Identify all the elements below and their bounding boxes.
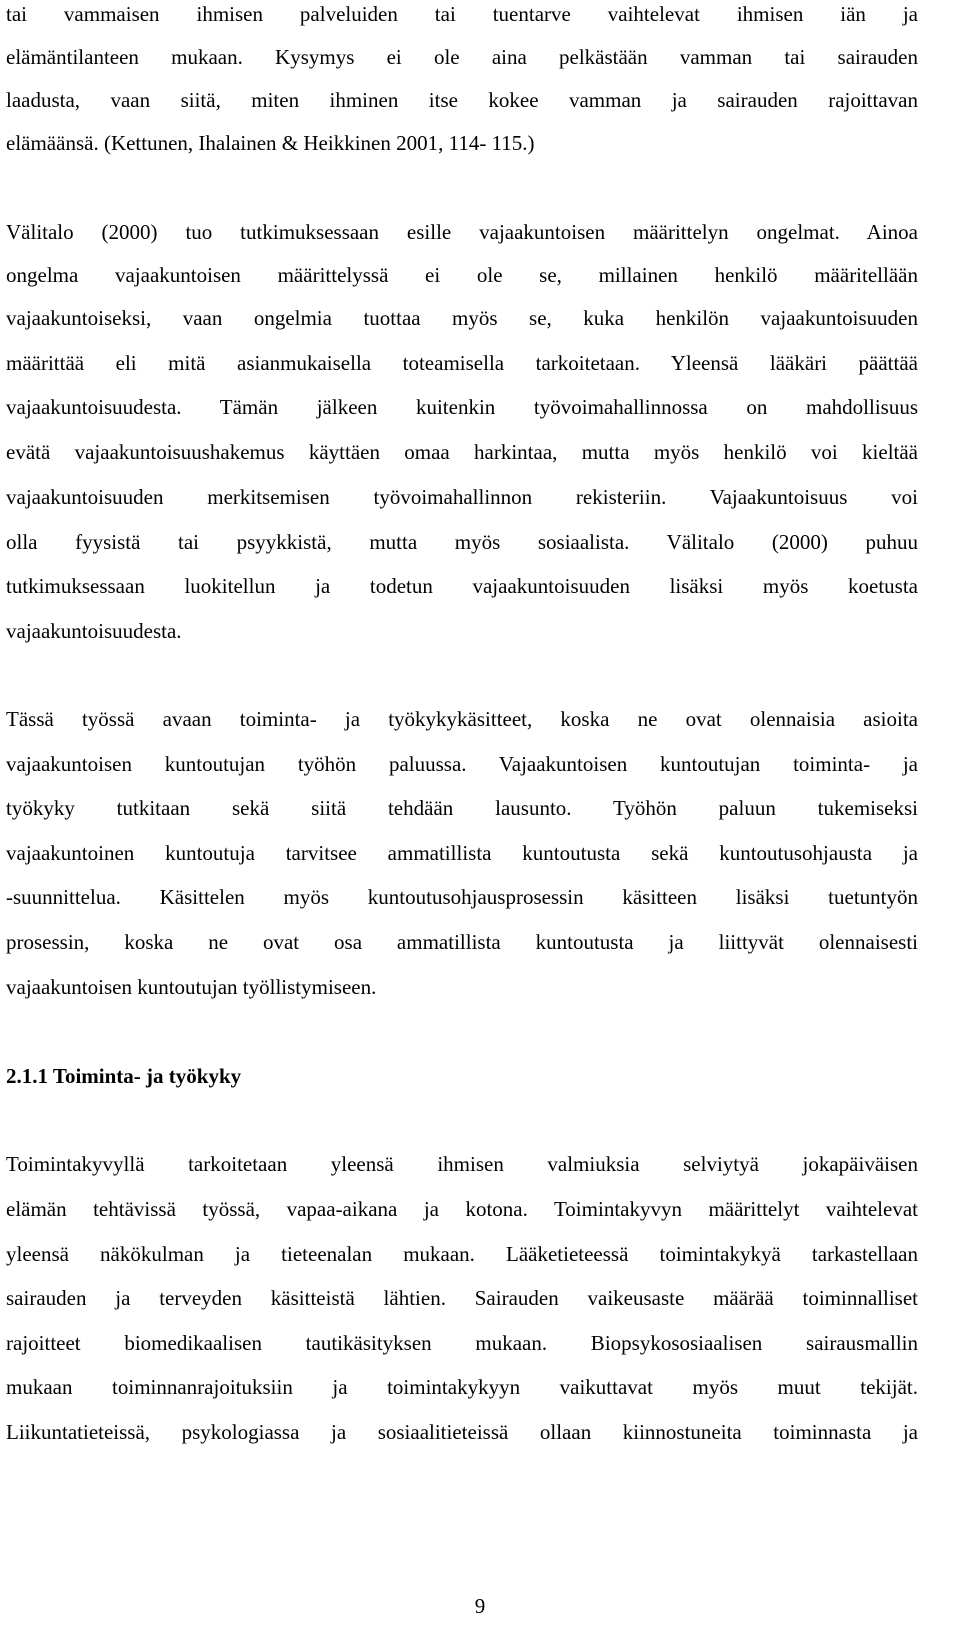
text-line: määrittää eli mitä asianmukaisella toteamisella tarkoitetaan. Yleensä lääkäri päättää <box>6 351 918 375</box>
page-number: 9 <box>474 1594 486 1618</box>
section-heading: 2.1.1 Toiminta- ja työkyky <box>6 1064 242 1088</box>
text-line: tai vammaisen ihmisen palveluiden tai tuentarve vaihtelevat ihmisen iän ja <box>6 2 918 26</box>
text-line: Välitalo (2000) tuo tutkimuksessaan esille vajaakuntoisen määrittelyn ongelmat. Ainoa <box>6 220 918 244</box>
text-line: Tässä työssä avaan toiminta- ja työkykykäsitteet, koska ne ovat olennaisia asioita <box>6 707 918 731</box>
text-line: mukaan toiminnanrajoituksiin ja toimintakykyyn vaikuttavat myös muut tekijät. <box>6 1375 918 1399</box>
text-line: -suunnittelua. Käsittelen myös kuntoutusohjausprosessin käsitteen lisäksi tuetuntyön <box>6 885 918 909</box>
text-line: elämäntilanteen mukaan. Kysymys ei ole aina pelkästään vamman tai sairauden <box>6 45 918 69</box>
text-line: laadusta, vaan siitä, miten ihminen itse kokee vamman ja sairauden rajoittavan <box>6 88 918 112</box>
text-line: sairauden ja terveyden käsitteistä lähtien. Sairauden vaikeusaste määrää toiminnalliset <box>6 1286 918 1310</box>
text-line: vajaakuntoisuudesta. <box>6 619 182 643</box>
text-line: Liikuntatieteissä, psykologiassa ja sosiaalitieteissä ollaan kiinnostuneita toiminnasta ja <box>6 1420 918 1444</box>
text-line: vajaakuntoisen kuntoutujan työllistymiseen. <box>6 975 377 999</box>
text-line: olla fyysistä tai psyykkistä, mutta myös sosiaalista. Välitalo (2000) puhuu <box>6 530 918 554</box>
text-line: elämän tehtävissä työssä, vapaa-aikana ja kotona. Toimintakyvyn määrittelyt vaihtelevat <box>6 1197 918 1221</box>
text-line: prosessin, koska ne ovat osa ammatillista kuntoutusta ja liittyvät olennaisesti <box>6 930 918 954</box>
text-line: vajaakuntoiseksi, vaan ongelmia tuottaa myös se, kuka henkilön vajaakuntoisuuden <box>6 306 918 330</box>
text-line: vajaakuntoinen kuntoutuja tarvitsee ammatillista kuntoutusta sekä kuntoutusohjausta ja <box>6 841 918 865</box>
text-line: tutkimuksessaan luokitellun ja todetun vajaakuntoisuuden lisäksi myös koetusta <box>6 574 918 598</box>
text-line: vajaakuntoisen kuntoutujan työhön paluussa. Vajaakuntoisen kuntoutujan toiminta- ja <box>6 752 918 776</box>
text-line: ongelma vajaakuntoisen määrittelyssä ei ole se, millainen henkilö määritellään <box>6 263 918 287</box>
text-line: vajaakuntoisuudesta. Tämän jälkeen kuitenkin työvoimahallinnossa on mahdollisuus <box>6 395 918 419</box>
text-line: elämäänsä. (Kettunen, Ihalainen & Heikkinen 2001, 114- 115.) <box>6 131 535 155</box>
text-line: työkyky tutkitaan sekä siitä tehdään lausunto. Työhön paluun tukemiseksi <box>6 796 918 820</box>
text-line: Toimintakyvyllä tarkoitetaan yleensä ihmisen valmiuksia selviytyä jokapäiväisen <box>6 1152 918 1176</box>
text-line: vajaakuntoisuuden merkitsemisen työvoimahallinnon rekisteriin. Vajaakuntoisuus voi <box>6 485 918 509</box>
text-line: rajoitteet biomedikaalisen tautikäsityksen mukaan. Biopsykososiaalisen sairausmallin <box>6 1331 918 1355</box>
text-line: yleensä näkökulman ja tieteenalan mukaan. Lääketieteessä toimintakykyä tarkastellaan <box>6 1242 918 1266</box>
text-line: evätä vajaakuntoisuushakemus käyttäen omaa harkintaa, mutta myös henkilö voi kieltää <box>6 440 918 464</box>
